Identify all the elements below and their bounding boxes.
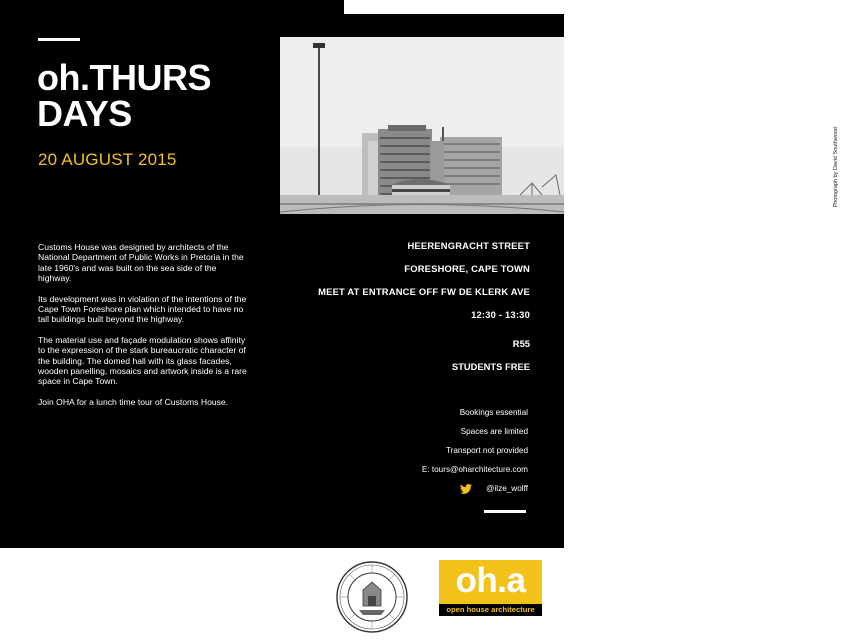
event-price: R55 (512, 338, 530, 349)
bottom-rule (484, 510, 526, 513)
oha-logo-tagline: open house architecture (439, 604, 542, 616)
event-time: 12:30 - 13:30 (471, 309, 530, 320)
event-street: HEERENGRACHT STREET (407, 240, 530, 251)
event-details (270, 240, 530, 332)
description-paragraph: Customs House was designed by architects of the National Department of Public Works in Pretoria in the late 1960's and was built on the sea side of the highway. (38, 242, 244, 284)
building-photo (280, 37, 839, 214)
institute-seal (335, 560, 409, 634)
twitter-link[interactable] (460, 484, 528, 494)
note-bookings: Bookings essential (459, 408, 528, 417)
event-meeting-point: MEET AT ENTRANCE OFF FW DE KLERK AVE (318, 286, 530, 297)
event-students: STUDENTS FREE (451, 361, 530, 372)
note-transport: Transport not provided (445, 446, 528, 455)
top-right-margin (344, 0, 564, 14)
description-paragraph: The material use and façade modulation shows affinity to the expression of the stark bureaucratic character of the building. The domed hall with its glass facades, wooden panelling, mosaics and artwork inside is a rare space in Cape Town. (38, 334, 247, 387)
top-rule (38, 38, 80, 41)
photo-credit-text: Photograph by David Southwood (833, 127, 839, 208)
title-line-2: DAYS (37, 93, 132, 134)
event-pricing (330, 338, 530, 384)
poster-title (37, 57, 211, 134)
description-paragraph: Join OHA for a lunch time tour of Customs House. (38, 396, 229, 407)
twitter-handle: @ilze_wolff (486, 484, 528, 493)
photo-credit (833, 127, 843, 217)
twitter-bird-icon (460, 484, 472, 494)
contact-email[interactable]: E: tours@oharchitecture.com (421, 465, 528, 474)
institute-seal-emblem (335, 560, 409, 634)
title-line-1: oh.THURS (37, 57, 211, 98)
description-paragraph: Its development was in violation of the intentions of the Cape Town Foreshore plan which intended to have no tall buildings built beyond the highway. (38, 293, 247, 325)
note-spaces: Spaces are limited (460, 427, 528, 436)
event-date: 20 AUGUST 2015 (38, 150, 177, 169)
booking-notes (330, 408, 528, 503)
customs-house-photo-illustration (280, 37, 564, 214)
description (38, 242, 250, 417)
oha-logo-mark: oh.a (455, 561, 526, 600)
event-area: FORESHORE, CAPE TOWN (404, 263, 530, 274)
